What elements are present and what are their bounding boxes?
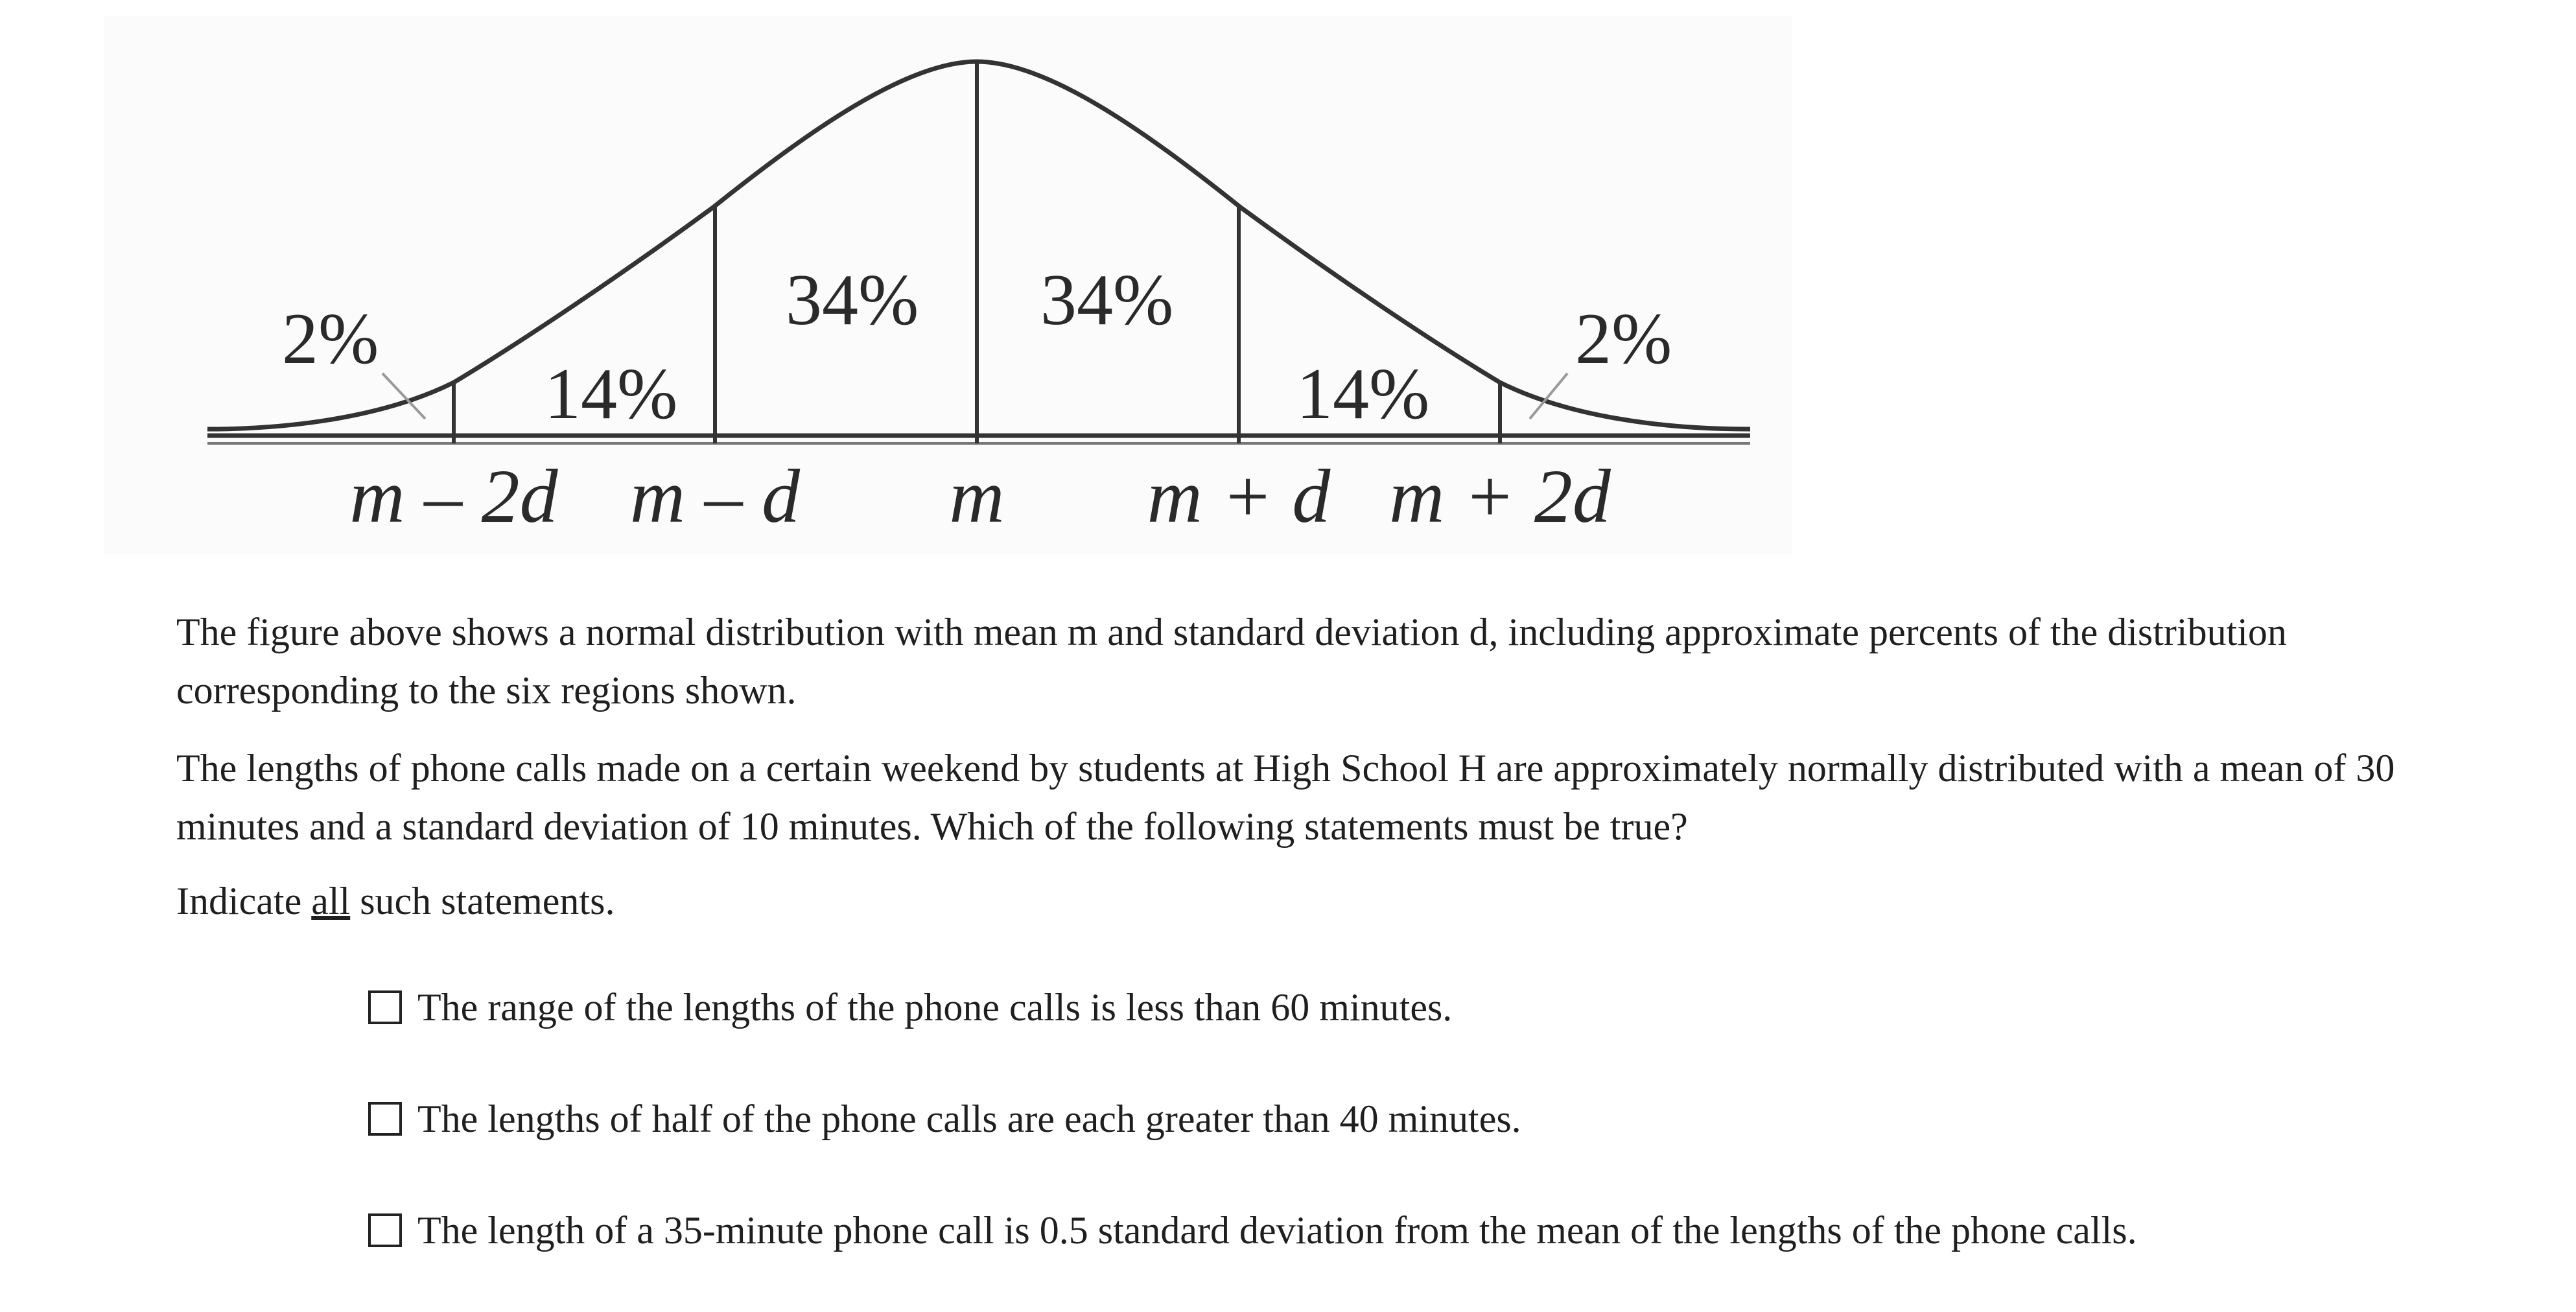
answer-option-2[interactable] (368, 1093, 1521, 1145)
axis-label-m-plus-d: m + d (1147, 454, 1331, 539)
checkbox-option-1[interactable] (368, 990, 402, 1024)
answer-option-label: The length of a 35-minute phone call is 0.5 standard deviation from the mean of the lengths of the phone calls. (417, 1208, 2137, 1252)
checkbox-option-2[interactable] (368, 1102, 402, 1136)
axis-label-m: m (949, 454, 1005, 539)
figure-description: The figure above shows a normal distribution with mean m and standard deviation d, including approximate percents of the distribution corresponding to the six regions shown. (176, 611, 2287, 712)
axis-label-m-plus-2d: m + 2d (1389, 454, 1611, 539)
instruction-prefix: Indicate (176, 880, 312, 922)
region-label-right-14: 14% (1296, 354, 1430, 434)
axis-label-m-minus-d: m – d (629, 454, 801, 539)
normal-distribution-figure (0, 0, 2576, 583)
answer-option-label: The lengths of half of the phone calls are each greater than 40 minutes. (417, 1097, 1521, 1140)
checkbox-option-3[interactable] (368, 1213, 402, 1247)
region-label-left-tail: 2% (282, 299, 379, 379)
region-label-left-34: 34% (786, 260, 919, 340)
question-stem: The lengths of phone calls made on a certain weekend by students at High School H are approximately normally distributed with a mean of 30 minutes and a standard deviation of 10 minutes. Which of the following statements must be true? (176, 747, 2395, 848)
region-label-left-14: 14% (544, 354, 678, 434)
instruction-suffix: such statements. (350, 880, 615, 922)
instruction (176, 872, 2458, 930)
region-label-right-tail: 2% (1575, 299, 1672, 379)
axis-label-m-minus-2d: m – 2d (349, 454, 558, 539)
region-label-right-34: 34% (1040, 260, 1174, 340)
answer-option-label: The range of the lengths of the phone calls is less than 60 minutes. (417, 985, 1453, 1029)
instruction-emphasis: all (311, 880, 351, 922)
answer-option-1[interactable] (368, 981, 1452, 1033)
answer-option-3[interactable] (368, 1204, 2137, 1256)
